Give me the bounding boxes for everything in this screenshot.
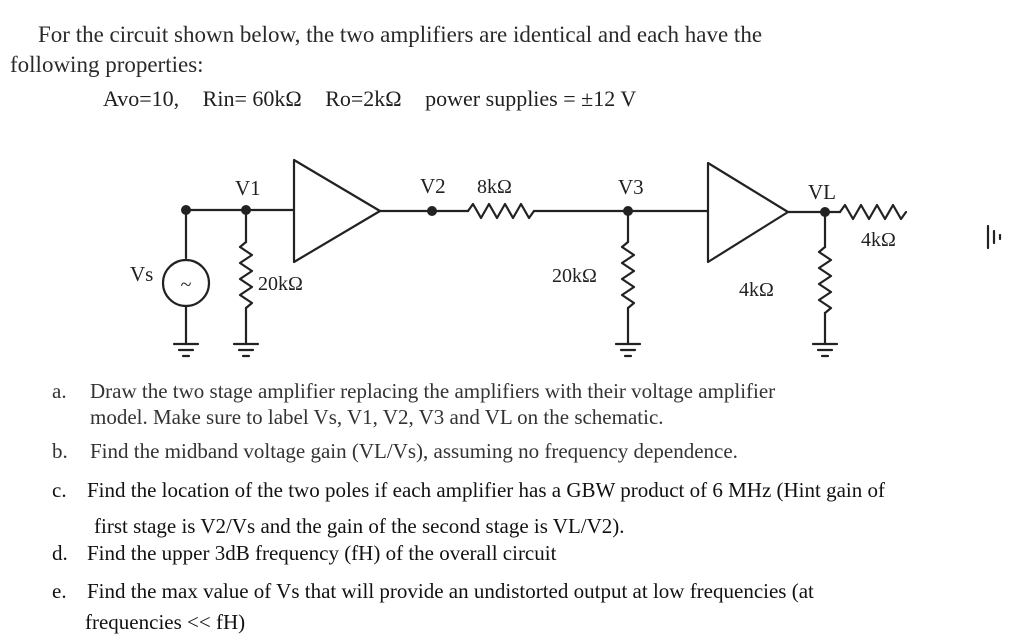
- resistor-20k-1-zigzag: [240, 242, 252, 308]
- question-text-cont: frequencies << fH): [85, 610, 246, 634]
- question-label: d.: [52, 541, 68, 565]
- node-dot-v1: [241, 205, 251, 215]
- prop-avo: Avo=10,: [103, 86, 180, 111]
- node-dot-input: [181, 205, 191, 215]
- label-vs: Vs: [130, 262, 154, 286]
- node-dot-v2: [427, 206, 437, 216]
- ground-symbol-2: [234, 344, 258, 356]
- resistor-4k-series-zigzag: [840, 205, 906, 219]
- question-label: a.: [52, 379, 67, 403]
- question-text: Find the location of the two poles if each amplifier has a GBW product of 6 MHz (Hint gain of: [87, 478, 885, 502]
- prop-ro: Ro=2kΩ: [325, 86, 402, 111]
- question-text: Draw the two stage amplifier replacing the amplifiers with their voltage amplifier: [90, 379, 776, 403]
- question-text: Find the upper 3dB frequency (fH) of the overall circuit: [87, 541, 557, 565]
- question-label: b.: [52, 439, 68, 463]
- question-label: e.: [52, 579, 67, 603]
- question-text-cont: model. Make sure to label Vs, V1, V2, V3 and VL on the schematic.: [90, 405, 664, 429]
- amplifier-2: [708, 163, 788, 262]
- amplifier-1: [294, 160, 380, 262]
- ground-symbol-3: [616, 344, 640, 356]
- label-v1: V1: [235, 176, 261, 200]
- resistor-20k-2-zigzag: [622, 242, 634, 308]
- label-r-series: 8kΩ: [477, 176, 512, 198]
- resistor-8k-zigzag: [468, 204, 534, 218]
- label-r3: 4kΩ: [739, 279, 774, 301]
- node-dot-v3: [623, 206, 633, 216]
- label-vl: VL: [808, 180, 836, 204]
- label-v2: V2: [420, 174, 446, 198]
- question-label: c.: [52, 478, 67, 502]
- ground-symbol-4: [813, 344, 837, 356]
- label-r2: 20kΩ: [552, 265, 597, 287]
- source-symbol: ~: [180, 274, 192, 296]
- question-text: Find the max value of Vs that will provide an undistorted output at low frequencies (at: [87, 579, 814, 603]
- prop-rin: Rin= 60kΩ: [202, 86, 302, 111]
- label-r-load-series: 4kΩ: [861, 229, 896, 251]
- node-dot-vl: [820, 207, 830, 217]
- ground-symbol-5: [988, 226, 1000, 248]
- question-text: Find the midband voltage gain (VL/Vs), assuming no frequency dependence.: [90, 439, 738, 463]
- label-r1: 20kΩ: [258, 273, 303, 295]
- ground-symbol-1: [174, 344, 198, 356]
- intro-line-1: For the circuit shown below, the two amplifiers are identical and each have the: [38, 22, 763, 47]
- label-v3: V3: [618, 175, 644, 199]
- intro-line-2: following properties:: [10, 52, 204, 77]
- question-text-cont: first stage is V2/Vs and the gain of the second stage is VL/V2).: [94, 514, 625, 538]
- resistor-4k-shunt-zigzag: [819, 247, 831, 313]
- prop-supply: power supplies = ±12 V: [425, 86, 637, 111]
